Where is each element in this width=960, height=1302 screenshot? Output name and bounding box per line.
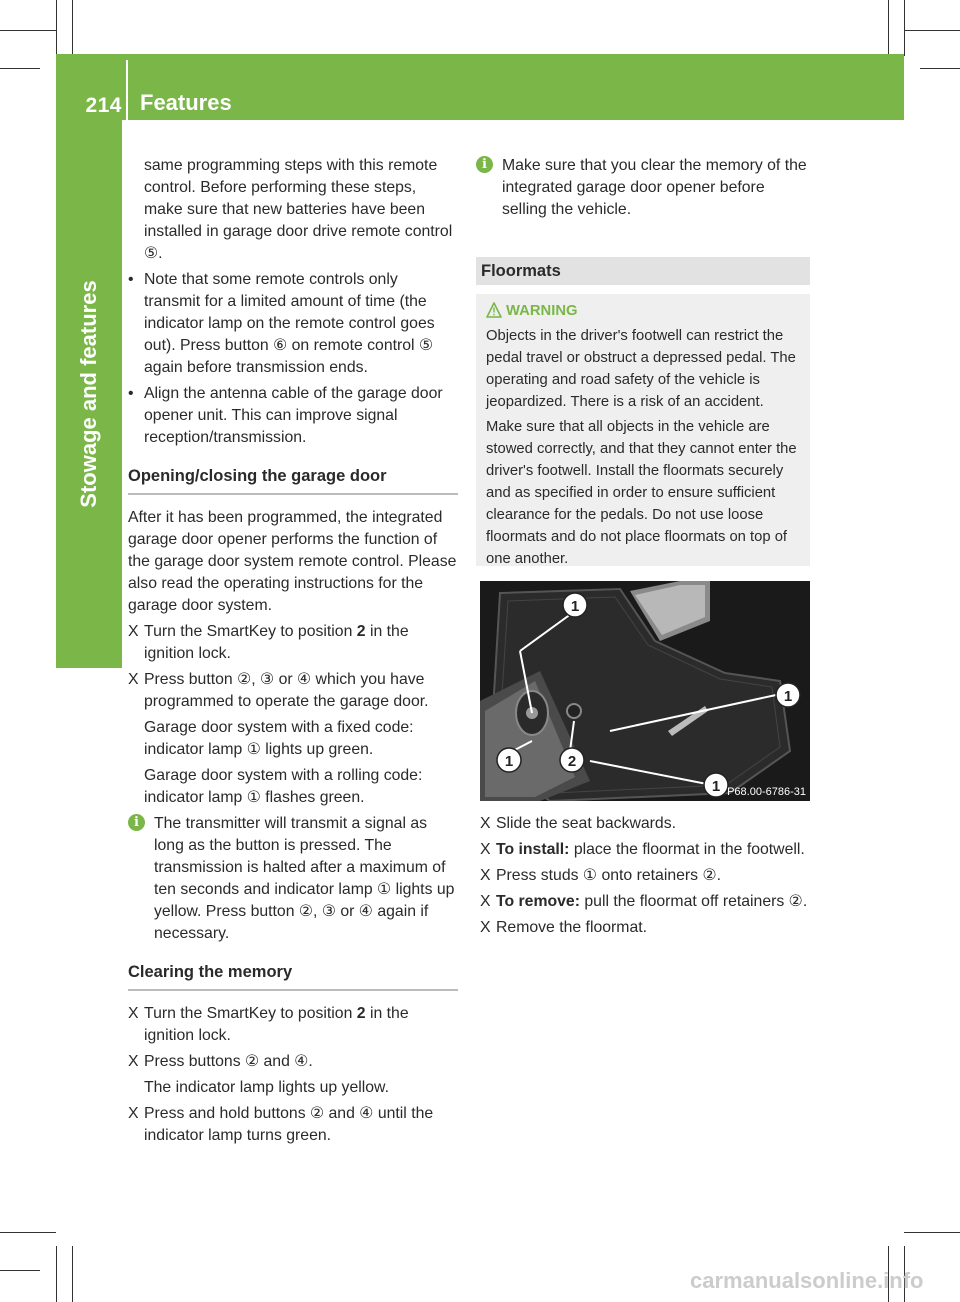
floormats-heading: Floormats [476,257,810,285]
crop-mark [0,1270,40,1271]
info-icon: i [476,156,493,173]
step-detail: Garage door system with a fixed code: indicator lamp ① lights up green. [144,719,414,758]
step-item: X Turn the SmartKey to position 2 in the ignition lock. [128,623,409,662]
crop-mark [72,0,73,56]
info-note: i The transmitter will transmit a signal as long as the button is pressed. The transmission is halted after a maximum of ten seconds and indicator lamp ① lights up yellow. Press button ②, ③ or ④ again if necessary. [128,813,458,945]
intro-paragraph: same programming steps with this remote control. Before performing these steps, make sure that new batteries have been installed in garage door drive remote control ⑤. [144,157,453,262]
crop-mark [0,68,40,69]
left-column [128,155,458,1151]
footer-watermark: carmanualsonline.info [690,1268,924,1293]
warning-title: WARNING [486,300,802,322]
callout-marker [776,683,800,707]
callout-marker [560,748,584,772]
crop-mark [56,1246,57,1302]
step-item: X To install: place the floormat in the footwell. [480,841,805,858]
floormat-photo [480,581,810,801]
step-item: X Press studs ① onto retainers ②. [480,867,721,884]
heading-opening-closing: Opening/closing the garage door [128,465,458,495]
info-icon: i [128,814,145,831]
step-item: X Press buttons ② and ④. [128,1053,313,1070]
crop-mark [0,30,56,31]
step-detail: The indicator lamp lights up yellow. [144,1079,389,1096]
svg-text:1: 1 [711,778,721,795]
callout-marker [563,593,587,617]
header-divider [126,60,128,120]
callout-marker [704,773,728,797]
step-item: X Press button ②, ③ or ④ which you have programmed to operate the garage door. [128,671,429,710]
photo-code: P68.00-6786-31 [727,786,806,798]
svg-text:1: 1 [570,598,580,615]
crop-mark [0,1232,56,1233]
section-title: Features [140,90,232,115]
warning-text: Objects in the driver's footwell can restrict the pedal travel or obstruct a depressed pedal. The operating and road safety of the vehicle is jeopardized. There is a risk of an accident. [486,328,796,410]
crop-mark [904,30,960,31]
step-item: X Slide the seat backwards. [480,815,677,832]
crop-mark [920,68,960,69]
list-item: • Note that some remote controls only transmit for a limited amount of time (the indicator lamp on the remote control goes out). Press button ⑥ on remote control ⑤ again before transmission ends. [128,271,435,376]
opening-paragraph: After it has been programmed, the integrated garage door opener performs the function of the garage door system remote control. Please also read the operating instructions for the garage door system. [128,509,457,614]
crop-mark [72,1246,73,1302]
warning-icon [486,302,502,318]
svg-text:2: 2 [567,753,577,770]
list-item: • Align the antenna cable of the garage door opener unit. This can improve signal reception/transmission. [128,385,443,446]
crop-mark [904,0,905,56]
floormat-steps [480,813,810,943]
crop-mark [904,1232,960,1233]
step-item: X Press and hold buttons ② and ④ until the indicator lamp turns green. [128,1105,434,1144]
step-item: X Turn the SmartKey to position 2 in the ignition lock. [128,1005,409,1044]
warning-box [476,294,810,566]
heading-clearing-memory: Clearing the memory [128,961,458,991]
crop-mark [888,0,889,56]
svg-text:1: 1 [783,688,793,705]
crop-mark [56,0,57,56]
callout-marker [497,748,521,772]
step-item: X Remove the floormat. [480,919,648,936]
warning-text: Make sure that all objects in the vehicle are stowed correctly, and that they cannot enter the driver's footwell. Install the floormats securely and as specified in order to ensure sufficient clearance for the pedals. Do not use loose floormats and do not place floormats on top of one another. [486,419,797,567]
step-item: X To remove: pull the floormat off retainers ②. [480,893,808,910]
side-tab-label: Stowage and features [76,280,101,508]
svg-text:1: 1 [504,753,514,770]
step-detail: Garage door system with a rolling code: indicator lamp ① flashes green. [144,767,423,806]
right-column-note [476,155,810,225]
page-number: 214 [85,94,122,117]
info-note: i Make sure that you clear the memory of the integrated garage door opener before selling the vehicle. [476,155,810,221]
